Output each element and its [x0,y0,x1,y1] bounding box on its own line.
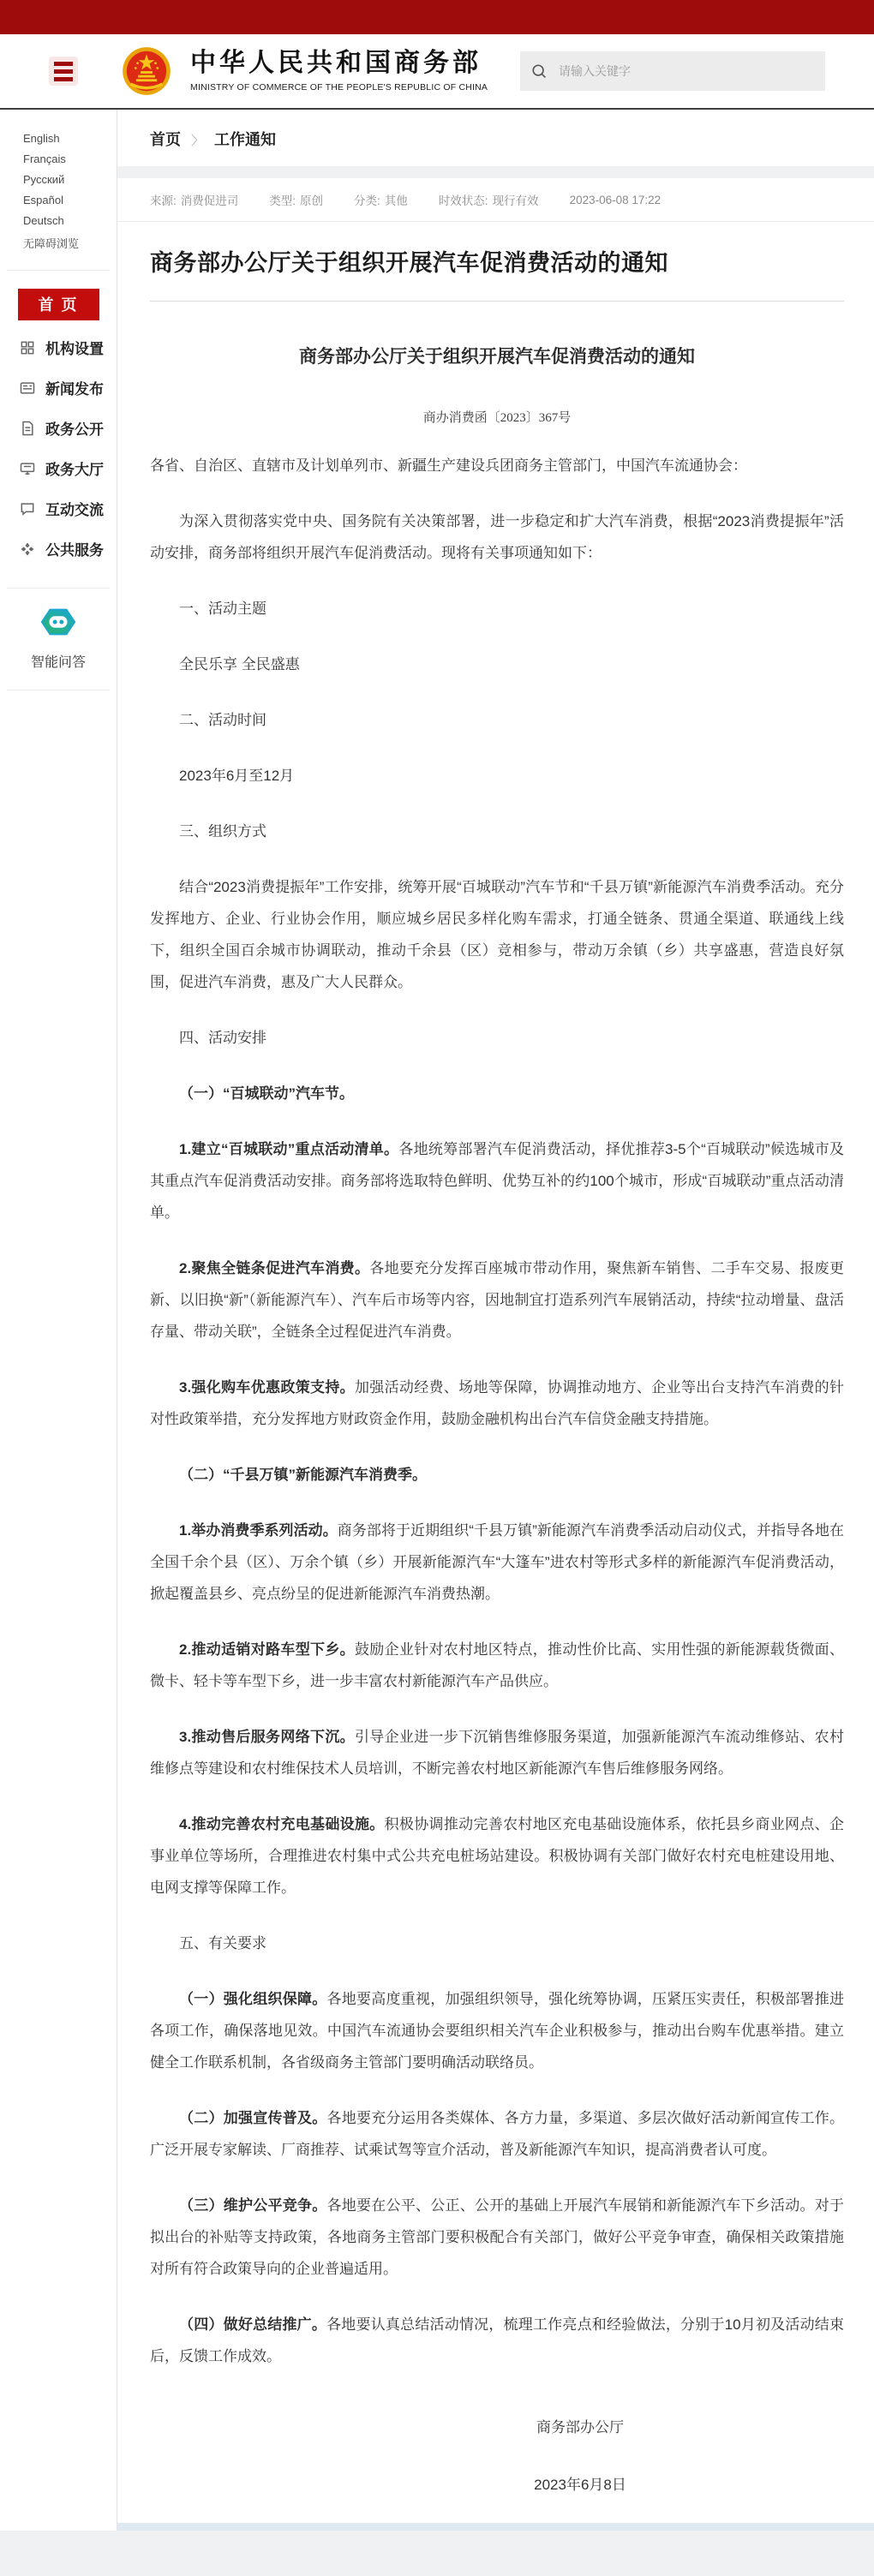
paragraph-lead: （二）加强宣传普及。 [179,2109,327,2126]
sidebar-item-label: 互动交流 [45,502,104,518]
chatbot-icon[interactable] [38,602,79,646]
chatbot-label: 智能问答 [30,655,86,670]
paragraph-lead: 3.推动售后服务网络下沉。 [179,1728,355,1745]
language-links [0,110,114,251]
article-paragraph: 各省、自治区、直辖市及计划单列市、新疆生产建设兵团商务主管部门，中国汽车流通协会： [150,457,747,474]
sidebar-item-interaction[interactable] [0,488,117,529]
article-paragraph: 4.推动完善农村充电基础设施。积极协调推动完善农村地区充电基础设施体系，依托县乡商业网点、企事业单位等场所，合理推进农村集中式公共充电桩场站建设。积极协调有关部门做好农村充电桩建设用地、电网支撑等保障工作。 [150,1815,844,1896]
article-paragraph: 五、有关要求 [179,1934,266,1951]
paragraph-lead: 2.推动适销对路车型下乡。 [179,1641,355,1658]
paragraph-lead: 3.强化购车优惠政策支持。 [179,1378,355,1396]
article-paragraph: 全民乐享 全民盛惠 [179,655,300,672]
title-divider [150,301,844,302]
search-input[interactable] [557,63,783,79]
sidebar-item-label: 政务公开 [45,421,104,438]
sidebar-menu [0,327,117,569]
meta-timestamp: 2023-06-08 17:22 [569,193,661,206]
meta-category: 分类: 其他 [354,194,408,207]
news-icon [19,380,36,397]
monitor-icon [19,460,36,477]
article-paragraph: 2.推动适销对路车型下乡。鼓励企业针对农村地区特点，推动性价比高、实用性强的新能源载货微面、微卡、轻卡等车型下乡，进一步丰富农村新能源汽车产品供应。 [150,1641,844,1689]
section-gap [117,166,874,178]
home-button[interactable]: 首 页 [18,289,99,320]
article-paragraph: 3.强化购车优惠政策支持。加强活动经费、场地等保障，协调推动地方、企业等出台支持汽车消费的针对性政策举措，充分发挥地方财政资金作用，鼓励金融机构出台汽车信贷金融支持措施。 [150,1378,844,1427]
paragraph-lead: （二）“千县万镇”新能源汽车消费季。 [179,1466,427,1483]
sidebar-item-news-release[interactable] [0,368,117,408]
meta-source: 来源: 消费促进司 [150,194,239,207]
article-paragraph: 二、活动时间 [179,711,266,728]
document-title: 商务部办公厅关于组织开展汽车促消费活动的通知 [299,345,695,367]
paragraph-lead: 1.建立“百城联动”重点活动清单。 [179,1140,399,1157]
language-link-espanol[interactable]: Español [23,194,63,206]
sidebar-item-org-setup[interactable] [0,327,117,368]
paragraph-lead: （一）“百城联动”汽车节。 [179,1085,354,1102]
signature-name: 商务部办公厅 [536,2418,624,2436]
language-link-russian[interactable]: Русский [23,173,65,186]
article-paragraph: 为深入贯彻落实党中央、国务院有关决策部署，进一步稳定和扩大汽车消费，根据“2023消费提振年”活动安排，商务部将组织开展汽车促消费活动。现将有关事项通知如下： [150,512,844,561]
top-red-bar [0,0,874,34]
meta-validity: 时效状态: 现行有效 [438,194,539,207]
sidebar-item-label: 政务大厅 [45,462,104,478]
search-icon [531,63,547,79]
language-link-accessibility[interactable]: 无障碍浏览 [23,237,80,250]
document-number: 商办消费函〔2023〕367号 [422,410,572,425]
article-paragraph: 2.聚焦全链条促进汽车消费。各地要充分发挥百座城市带动作用，聚焦新车销售、二手车交易、报废更新、以旧换“新”（新能源汽车）、汽车后市场等内容，因地制宜打造系列汽车展销活动，持续“拉动增量、盘活存量、带动关联”，全链条全过程促进汽车消费。 [150,1259,844,1340]
pinwheel-icon [19,541,36,558]
brand-block [190,48,488,93]
sidebar-item-label: 机构设置 [45,341,104,357]
sidebar [0,110,117,2531]
language-link-deutsch[interactable]: Deutsch [23,214,64,227]
sidebar-item-label: 新闻发布 [45,381,104,397]
meta-row [117,178,874,222]
article-paragraph: 1.举办消费季系列活动。商务部将于近期组织“千县万镇”新能源汽车消费季活动启动仪式，并指导各地在全国千余个县（区）、万余个镇（乡）开展新能源汽车“大篷车”进农村等形式多样的新能源汽车促消费活动，掀起覆盖县乡、亮点纷呈的促进新能源汽车消费热潮。 [150,1521,844,1602]
sidebar-item-gov-hall[interactable] [0,448,117,488]
article-paragraph: 2023年6月至12月 [179,767,295,784]
breadcrumb [117,110,874,166]
site-title: 中华人民共和国商务部 [190,48,482,77]
meta-type: 类型: 原创 [269,194,324,207]
national-emblem-icon [122,46,171,96]
article-paragraph: 3.推动售后服务网络下沉。引导企业进一步下沉销售维修服务渠道，加强新能源汽车流动维修站、农村维修点等建设和农村维保技术人员培训，不断完善农村地区新能源汽车售后维修服务网络。 [150,1728,844,1777]
article-paragraph: （一）强化组织保障。各地要高度重视，加强组织领导，强化统筹协调，压紧压实责任，积极部署推进各项工作，确保落地见效。中国汽车流通协会要组织相关汽车企业积极参与，推动出台购车优惠举措。建立健全工作联系机制，各省级商务主管部门要明确活动联络员。 [150,1990,844,2071]
footer-strip [117,2523,874,2531]
article-paragraph: 三、组织方式 [179,822,266,840]
article-paragraph: 一、活动主题 [179,600,266,617]
paragraph-lead: （一）强化组织保障。 [179,1990,327,2007]
sidebar-item-gov-open[interactable] [0,408,117,448]
article-paragraph: 1.建立“百城联动”重点活动清单。各地统筹部署汽车促消费活动，择优推荐3-5个“百城联动”候选城市及其重点汽车促消费活动安排。商务部将选取特色鲜明、优势互补的约100个城市，形成“百城联动”重点活动清单。 [150,1140,844,1221]
paragraph-lead: 1.举办消费季系列活动。 [179,1521,338,1539]
article-paragraph: （二）加强宣传普及。各地要充分运用各类媒体、各方力量，多渠道、多层次做好活动新闻宣传工作。广泛开展专家解读、厂商推荐、试乘试驾等宣介活动，普及新能源汽车知识，提高消费者认可度。 [150,2109,844,2158]
search-box [520,51,825,91]
document-icon [19,420,36,437]
site-subtitle: MINISTRY OF COMMERCE OF THE PEOPLE'S REPUBLIC OF CHINA [190,81,488,93]
sidebar-divider [7,270,110,271]
language-link-francais[interactable]: Français [23,152,66,165]
article-paragraph: （四）做好总结推广。各地要认真总结活动情况，梳理工作亮点和经验做法，分别于10月初及活动结束后，反馈工作成效。 [150,2316,845,2364]
article-paragraph: 四、活动安排 [179,1029,266,1046]
breadcrumb-item-home[interactable]: 首页 [150,131,181,148]
signature-block [150,2415,844,2523]
paragraph-lead: 2.聚焦全链条促进汽车消费。 [179,1259,370,1276]
breadcrumb-separator: 〉 [191,134,205,148]
article-paragraph [150,1078,844,1109]
menu-icon[interactable] [49,57,78,86]
sidebar-item-public-service[interactable] [0,529,117,569]
grid-icon [19,339,36,356]
sidebar-divider [7,588,110,589]
language-link-english[interactable]: English [23,132,60,145]
chat-icon [19,500,36,517]
signature-date: 2023年6月8日 [534,2476,626,2493]
site-header [0,34,874,110]
page-title: 商务部办公厅关于组织开展汽车促消费活动的通知 [150,250,668,276]
article-paragraph: 结合“2023消费提振年”工作安排，统筹开展“百城联动”汽车节和“千县万镇”新能源汽车消费季活动。充分发挥地方、企业、行业协会作用，顺应城乡居民多样化购车需求，打通全链条、贯通全渠道、联通线上线下，组织全国百余城市协调联动，推动千余县（区）竞相参与，带动万余镇（乡）共享盛惠，营造良好氛围，促进汽车消费，惠及广大人民群众。 [150,878,844,990]
paragraph-lead: 4.推动完善农村充电基础设施。 [179,1815,385,1832]
main-column [117,110,874,2531]
paragraph-lead: （三）维护公平竞争。 [179,2196,327,2214]
article-body [150,450,844,2372]
article-paragraph [150,1459,844,1491]
breadcrumb-item-work-notice[interactable]: 工作通知 [214,131,277,148]
article [117,222,874,2523]
article-paragraph: （三）维护公平竞争。各地要在公平、公正、公开的基础上开展汽车展销和新能源汽车下乡活动。对于拟出台的补贴等支持政策，各地商务主管部门要积极配合有关部门，做好公平竞争审查，确保相关政策措施对所有符合政策导向的企业普遍适用。 [150,2196,844,2277]
sidebar-item-label: 公共服务 [45,542,104,559]
paragraph-lead: （四）做好总结推广。 [179,2316,327,2333]
